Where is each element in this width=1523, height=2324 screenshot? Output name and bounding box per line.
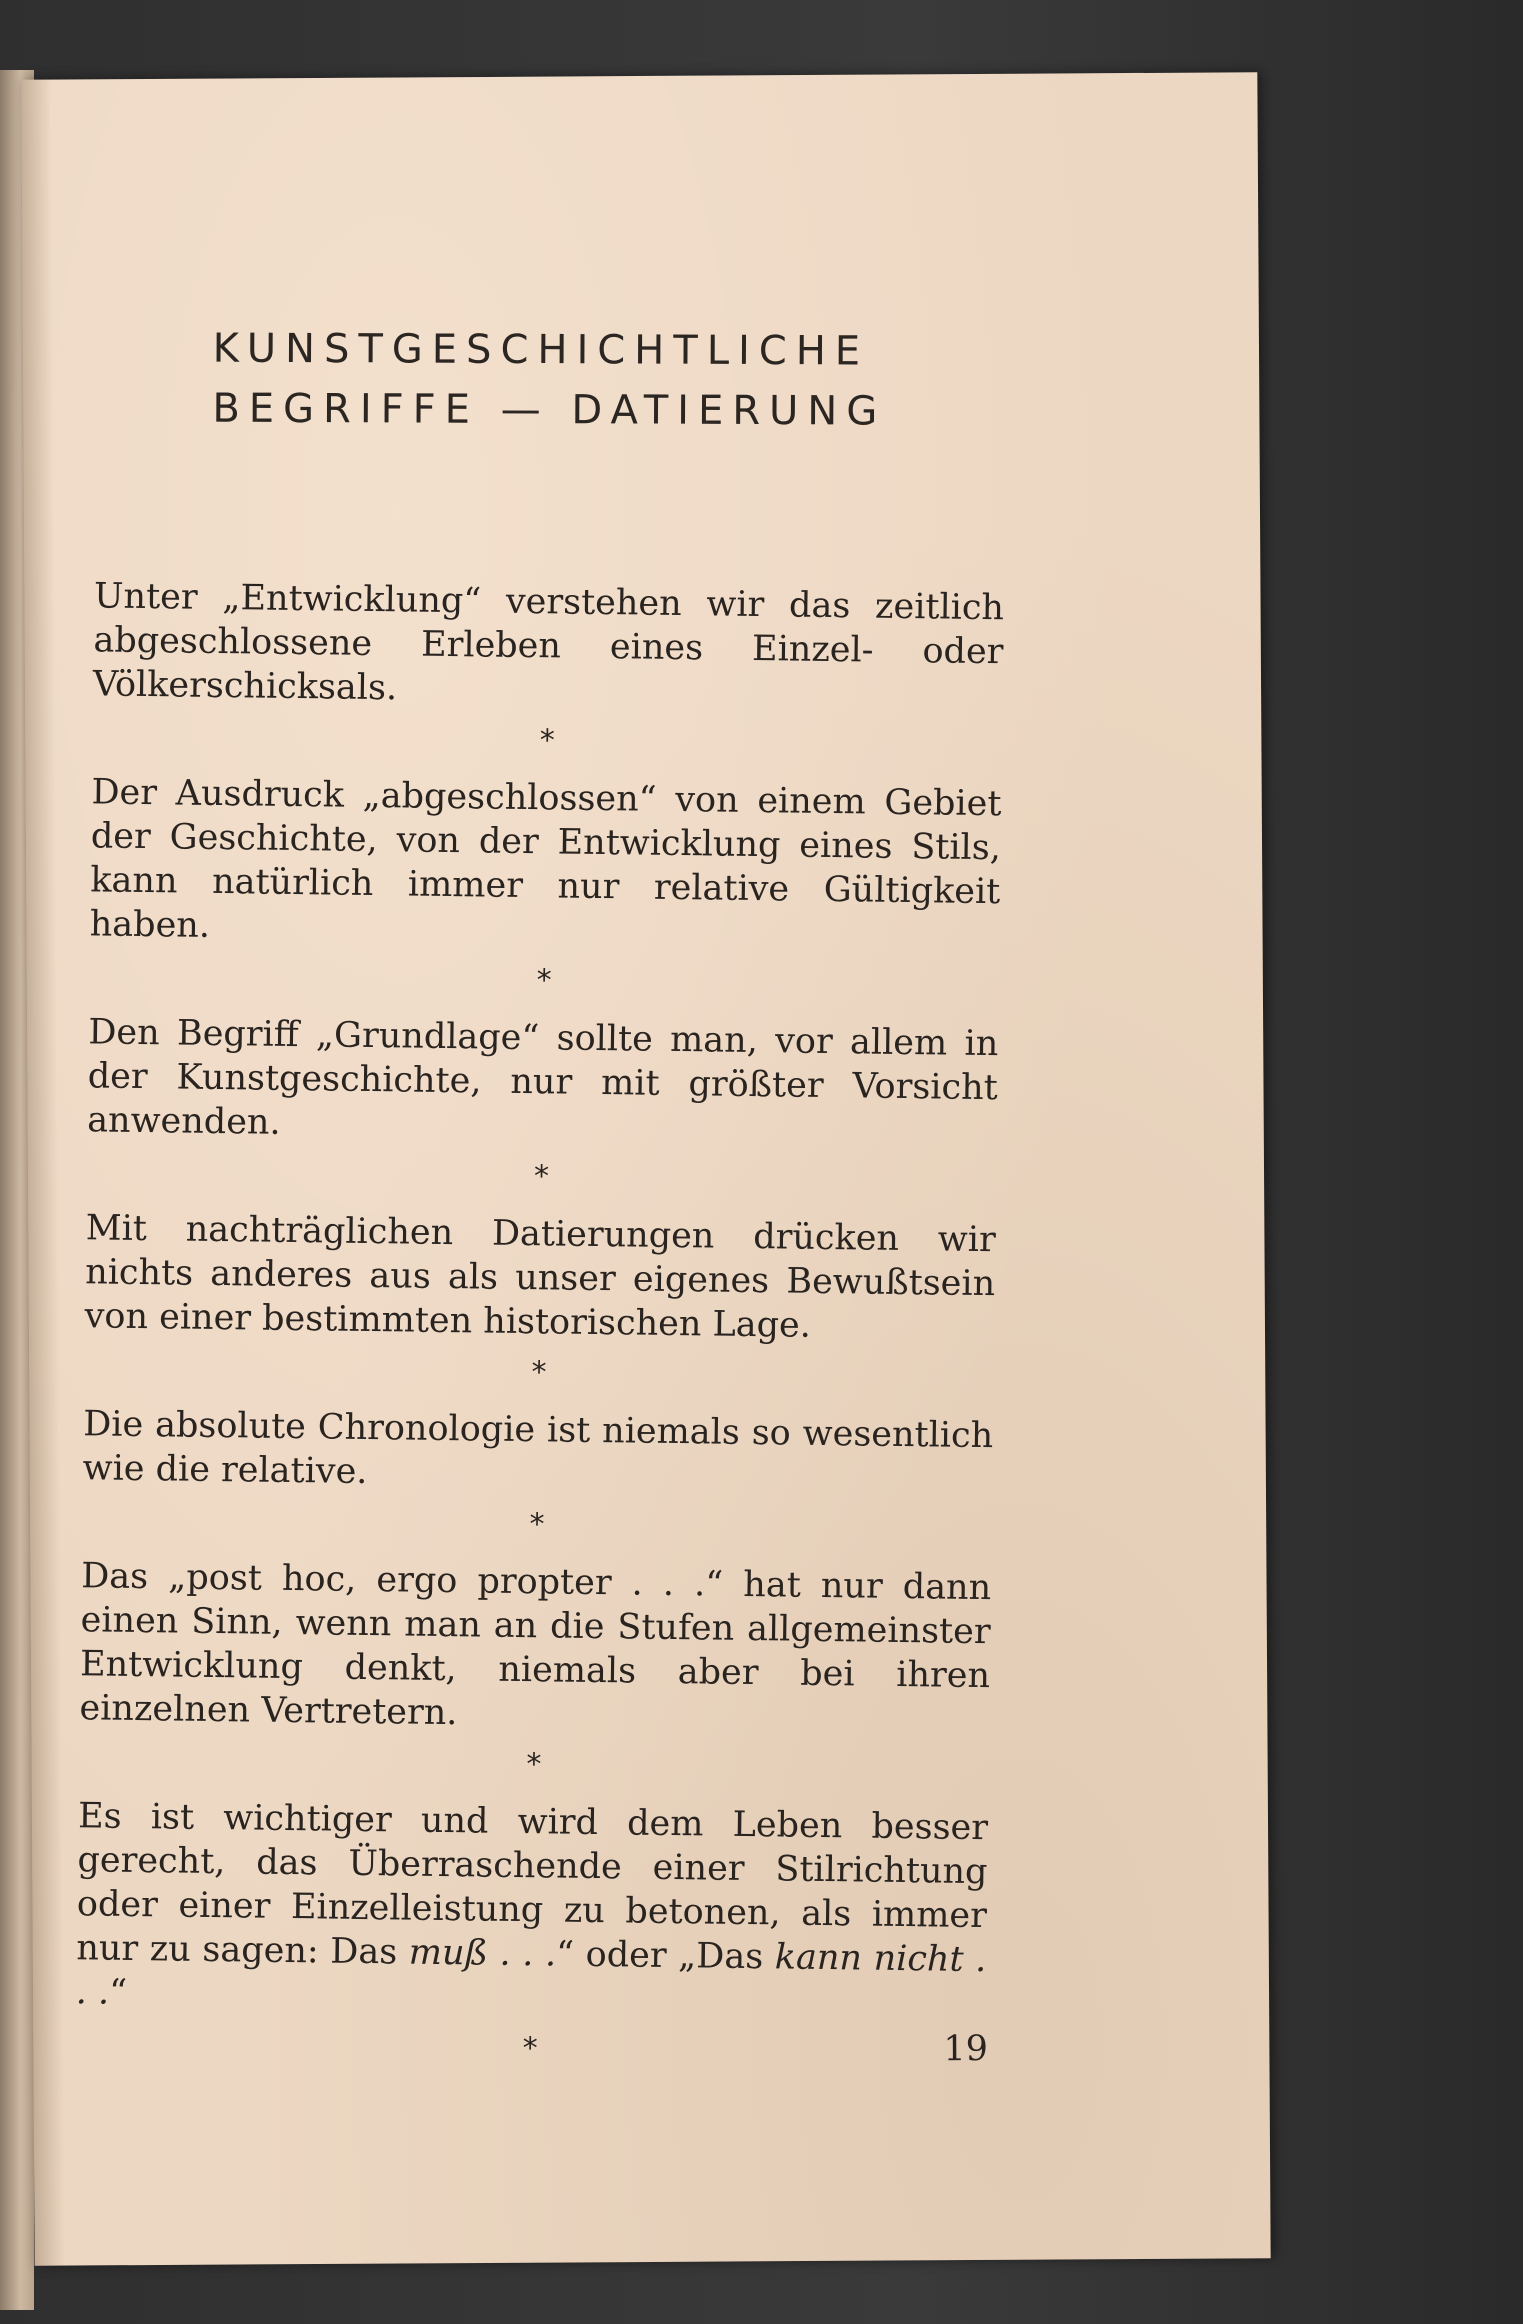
heading-line-1: KUNSTGESCHICHTLICHE xyxy=(212,325,870,375)
paragraph-6: Das „post hoc, ergo propter . . .“ hat nur dann einen Sinn, wenn man an die Stufen allgemeinster Entwicklung denkt, niemals aber bei ihren einzelnen Vertretern. xyxy=(79,1556,992,1734)
paragraph-7-text-before: Es ist wichtiger und wird dem Leben besser gerecht, das Überraschende einer Stilrichtung oder einer Einzelleistung zu betonen, als immer nur zu sagen: Das xyxy=(76,1796,989,1973)
separator-star: * xyxy=(533,1159,550,1195)
page-content xyxy=(75,574,1005,2090)
page-number: 19 xyxy=(943,2028,989,2070)
separator-star: * xyxy=(539,723,555,759)
paragraph-5: Die absolute Chronologie ist niemals so wesentlich wie die relative. xyxy=(82,1404,994,1493)
separator-star: * xyxy=(529,1507,545,1543)
paragraph-7-italic-2: kann nicht . . . xyxy=(75,1937,987,2013)
separator-star: * xyxy=(531,1355,547,1391)
separator-star: * xyxy=(536,963,552,999)
paragraph-7-text-middle: “ oder „Das xyxy=(555,1934,776,1978)
separator-star: * xyxy=(526,1747,542,1783)
paragraph-3: Den Begriff „Grundlage“ sollte man, vor allem in der Kunstgeschichte, nur mit größter Vorsicht anwenden. xyxy=(86,1012,999,1143)
paragraph-2: Der Ausdruck „abgeschlossen“ von einem Gebiet der Geschichte, von der Entwicklung eines Stils, kann natürlich immer nur relative Gültigkeit haben. xyxy=(89,772,1002,946)
paragraph-7-italic-1: muß . . . xyxy=(408,1932,557,1975)
paragraph-4: Mit nachträglichen Datierungen drücken wir nichts anderes aus als unser eigenes Bewußtsein von einer bestimmten historischen Lage. xyxy=(84,1208,996,1346)
paragraph-1: Unter „Entwicklung“ verstehen wir das zeitlich abgeschlossene Erleben eines Einzel- oder Völkerschicksals. xyxy=(92,576,1005,709)
heading-line-2: BEGRIFFE — DATIERUNG xyxy=(212,385,887,435)
book-page xyxy=(21,72,1270,2266)
paragraph-7-text-after: “ xyxy=(108,1972,128,2013)
chapter-heading xyxy=(212,319,973,442)
separator-star: * xyxy=(522,2031,538,2067)
paragraph-7 xyxy=(76,1794,989,2026)
